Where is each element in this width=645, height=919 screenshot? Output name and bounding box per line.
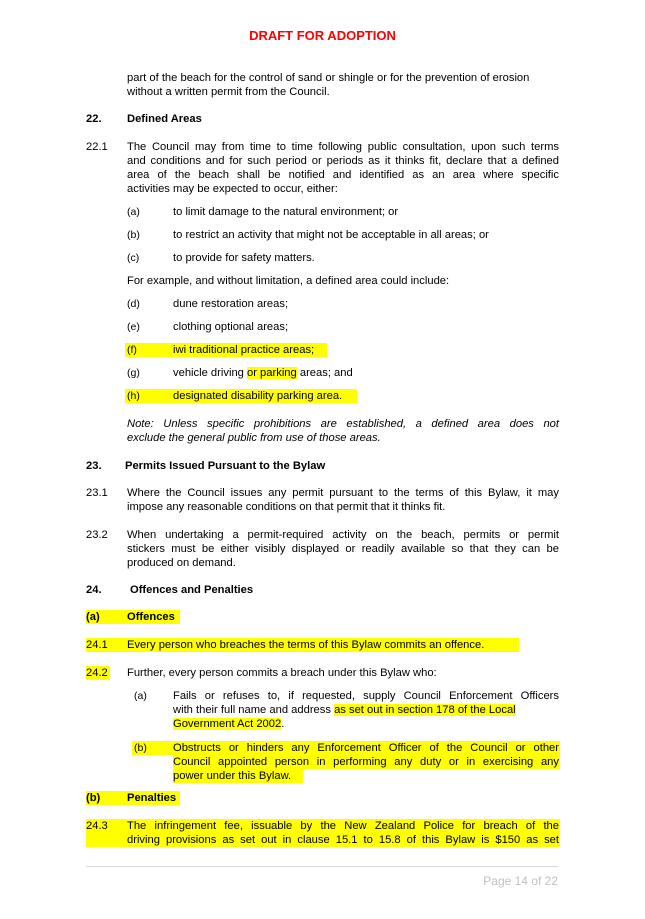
clause-line: area of the beach shall be notified and identified as an area where specific [127,169,559,181]
clause-text-part: . [281,718,285,730]
clause-22-1-number: 22.1 [86,141,108,153]
item-text-part: vehicle driving [173,367,244,379]
clause-22-1-text [127,140,559,196]
clause-23-1-number: 23.1 [86,487,108,499]
clause-line: Fails or refuses to, if requested, supply Council Enforcement Officers [173,690,559,702]
section-23-number: 23. [86,460,102,472]
clause-line: Where the Council issues any permit pursuant to the terms of this Bylaw, it may [127,487,559,499]
clause-24-1-number: 24.1 [86,639,108,651]
clause-line: Council appointed person in performing any duty or in exercising any [173,756,559,768]
subheading-penalties: Penalties [127,792,177,804]
item-text-highlighted: designated disability parking area. [173,390,343,402]
subheading-offences: Offences [127,611,175,623]
clause-line: activities may be expected to occur, either: [127,183,338,195]
item-text: to provide for safety matters. [173,252,315,264]
clause-line [173,703,559,717]
clause-line: produced on demand. [127,557,236,569]
clause-24-1-text: Every person who breaches the terms of this Bylaw commits an offence. [127,639,485,651]
item-label: (c) [127,252,140,264]
clause-line: The infringement fee, issuable by the New Zealand Police for breach of the [127,820,559,832]
clause-line: power under this Bylaw. [173,770,292,782]
clause-24-2-number: 24.2 [86,667,108,679]
clause-24-3-number: 24.3 [86,820,108,832]
item-text: to restrict an activity that might not be acceptable in all areas; or [173,229,489,241]
item-text: dune restoration areas; [173,298,289,310]
section-22-title: Defined Areas [127,113,202,125]
clause-line [173,717,559,731]
page-number: Page 14 of 22 [483,874,558,888]
intro-line-1: part of the beach for the control of sand or shingle or for the prevention of erosion [127,72,530,84]
subheading-b-label: (b) [86,792,101,804]
item-text-highlighted: iwi traditional practice areas; [173,344,315,356]
item-text [173,366,353,380]
clause-24-2-text: Further, every person commits a breach under this Bylaw who: [127,667,437,679]
footer-divider [86,866,558,867]
clause-line: Obstructs or hinders any Enforcement Officer of the Council or other [173,742,559,754]
clause-line: The Council may from time to time following public consultation, upon such terms [127,141,559,153]
clause-text-part: with their full name and address [173,704,331,716]
clause-23-1-text [127,486,559,514]
item-label: (b) [127,229,140,241]
clause-24-3-text [127,819,559,847]
item-label: (d) [127,298,140,310]
clause-23-2-text [127,528,559,570]
note-line-1: Note: Unless specific prohibitions are established, a defined area does not [127,418,559,430]
section-23-title: Permits Issued Pursuant to the Bylaw [125,460,326,472]
clause-line: driving provisions as set out in clause 15.1 to 15.8 of this Bylaw is $150 as set [127,834,559,846]
item-label: (a) [127,206,140,218]
item-text: clothing optional areas; [173,321,289,333]
item-text-part: areas; and [299,367,353,379]
subheading-a-label: (a) [86,611,100,623]
clause-text-highlighted: Government Act 2002 [173,718,282,730]
example-intro: For example, and without limitation, a defined area could include: [127,275,450,287]
section-24-title: Offences and Penalties [130,584,254,596]
clause-line: and conditions and for such period or periods as it thinks fit, declare that a defined [127,155,559,167]
clause-line: stickers must be either visibly displayed or readily available so that they can be [127,543,559,555]
section-24-number: 24. [86,584,102,596]
clause-line: When undertaking a permit-required activity on the beach, permits or permit [127,529,559,541]
item-label: (h) [127,390,140,402]
item-text-highlighted: or parking [247,367,297,379]
intro-line-2: without a written permit from the Council. [127,86,330,98]
note-line-2: exclude the general public from use of those areas. [127,432,381,444]
draft-header: DRAFT FOR ADOPTION [249,28,396,43]
item-label: (f) [127,344,137,356]
sub-item-a-text [173,689,559,731]
section-22-number: 22. [86,113,102,125]
clause-23-2-number: 23.2 [86,529,108,541]
item-text: to limit damage to the natural environment; or [173,206,399,218]
sub-item-label: (a) [134,690,147,702]
item-label: (e) [127,321,140,333]
clause-text-highlighted: as set out in section 178 of the Local [334,704,516,716]
sub-item-b-text [173,741,559,783]
item-label: (g) [127,367,140,379]
clause-line: impose any reasonable conditions on that permit that it thinks fit. [127,501,446,513]
sub-item-label: (b) [134,742,147,754]
